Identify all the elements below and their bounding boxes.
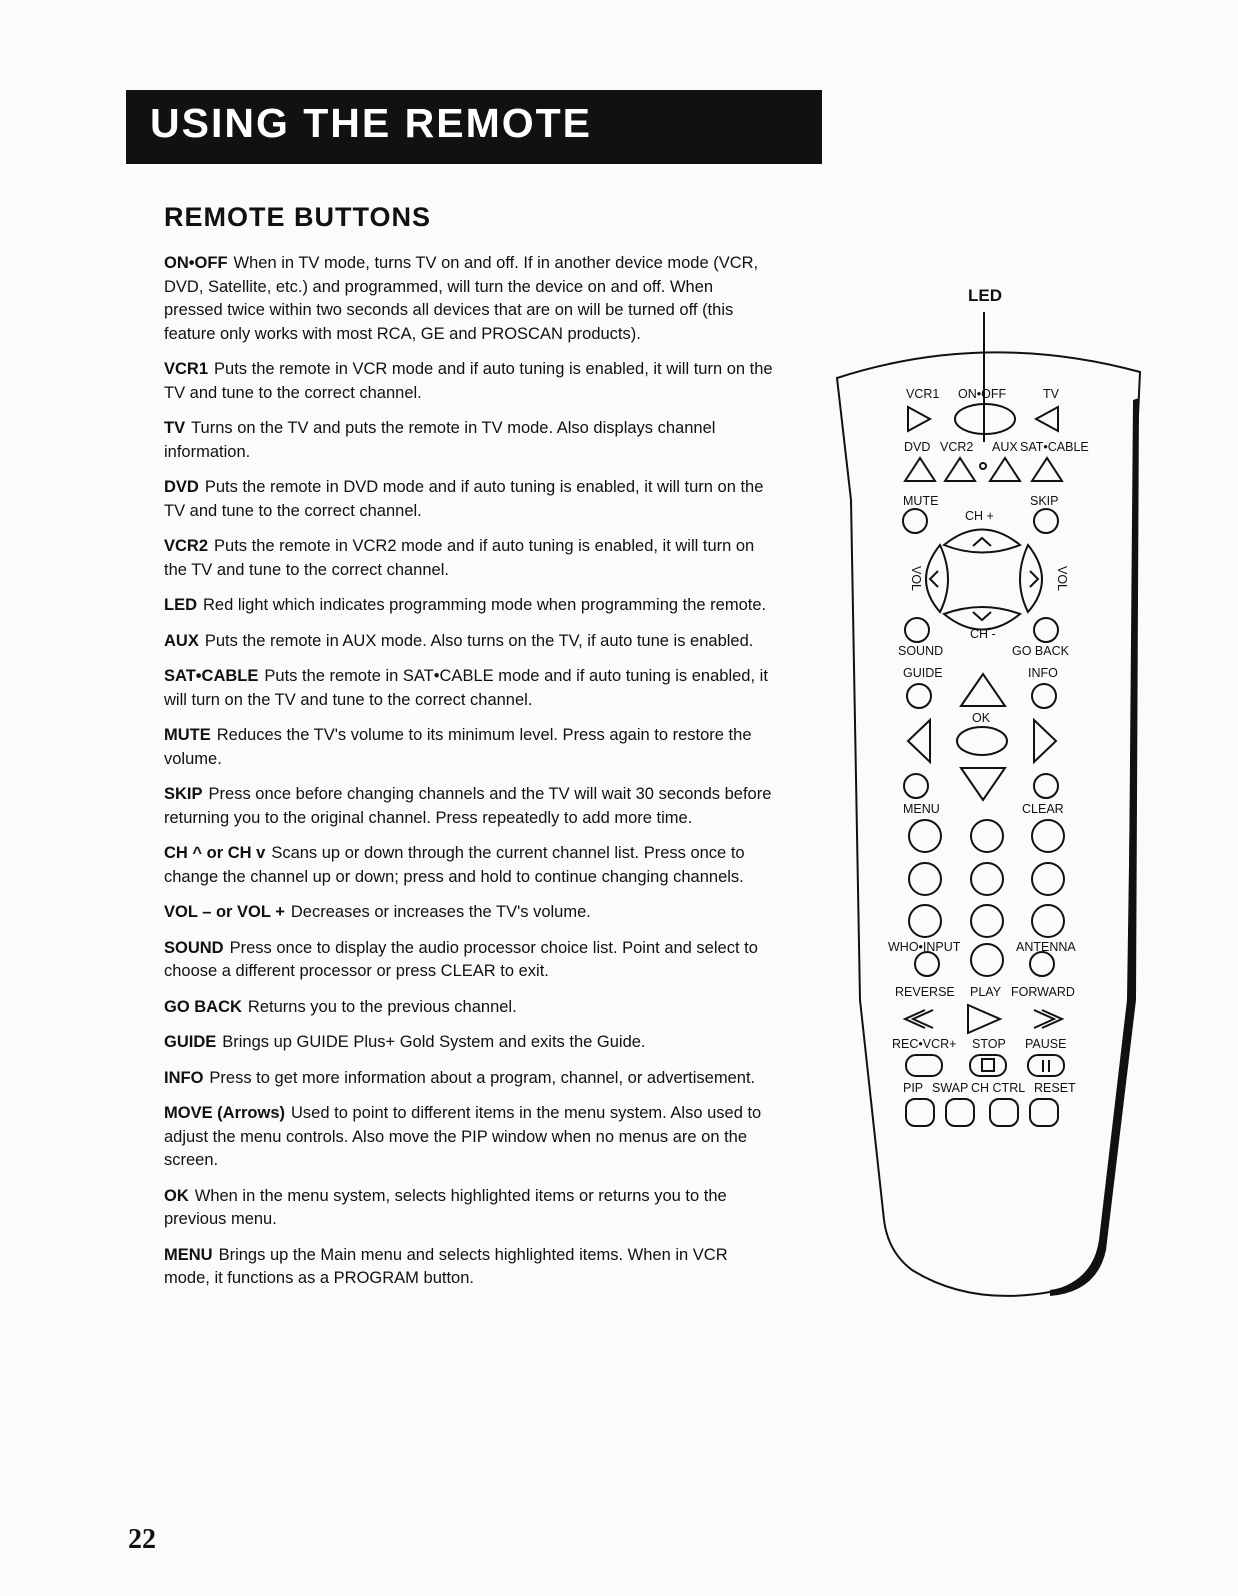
- entry-term: GO BACK: [164, 997, 242, 1016]
- ch-up-arrow-icon: [973, 538, 991, 546]
- number-button-3: [1032, 820, 1064, 852]
- aux-button: [990, 458, 1020, 481]
- vcr1-button: [908, 407, 930, 431]
- ch-up-button: [944, 530, 1020, 553]
- go-back-label: GO BACK: [1012, 644, 1069, 658]
- play-label: PLAY: [970, 985, 1002, 999]
- entry-term: SAT•CABLE: [164, 667, 259, 685]
- entry-text: Returns you to the previous channel.: [247, 997, 517, 1016]
- entry-text: Press once to display the audio processor choice list. Point and select to choose a different processor or press CLEAR to exit.: [164, 938, 758, 980]
- menu-button: [904, 774, 928, 798]
- entry-text: When in the menu system, selects highlighted items or returns you to the previous menu.: [164, 1186, 727, 1228]
- move-down-button: [961, 768, 1005, 800]
- skip-label: SKIP: [1030, 494, 1059, 508]
- reverse-label: REVERSE: [895, 985, 955, 999]
- on-off-label: ON•OFF: [958, 387, 1007, 401]
- entry-text: Red light which indicates programming mode when programming the remote.: [203, 596, 767, 614]
- sat-cable-label: SAT•CABLE: [1020, 440, 1089, 454]
- entry-term: MUTE: [164, 726, 211, 744]
- ch-down-arrow-icon: [973, 612, 991, 620]
- pip-label: PIP: [903, 1081, 924, 1095]
- guide-button: [907, 684, 931, 708]
- entry-text: Puts the remote in DVD mode and if auto tuning is enabled, it will turn on the TV and tune to the correct channel.: [164, 478, 764, 520]
- clear-button: [1034, 774, 1058, 798]
- entry-text: Puts the remote in VCR mode and if auto tuning is enabled, it will turn on the TV and tune to the correct channel.: [164, 360, 773, 402]
- entry-term: TV: [164, 419, 186, 437]
- entry-term: VCR2: [164, 537, 209, 555]
- entry-text: Scans up or down through the current channel list. Press once to change the channel up or down; press and hold to continue changing channels.: [164, 844, 745, 886]
- vol-up-arrow-icon: [1030, 571, 1038, 587]
- entry-term: LED: [164, 596, 197, 614]
- number-button-8: [971, 905, 1003, 937]
- ch-plus-label: CH +: [965, 509, 994, 523]
- rec-vcr-label: REC•VCR+: [892, 1037, 957, 1051]
- entry-term: MENU: [164, 1245, 213, 1264]
- dvd-label: DVD: [904, 440, 931, 454]
- number-button-1: [909, 820, 941, 852]
- number-button-7: [909, 905, 941, 937]
- aux-label: AUX: [992, 440, 1018, 454]
- entry-term: VOL – or VOL +: [164, 903, 285, 921]
- pause-button: [1028, 1055, 1064, 1076]
- number-button-9: [1032, 905, 1064, 937]
- who-input-button: [915, 952, 939, 976]
- ch-ctrl-button: [990, 1099, 1018, 1126]
- swap-button: [946, 1099, 974, 1126]
- antenna-label: ANTENNA: [1016, 940, 1076, 954]
- led-indicator: [980, 463, 986, 469]
- entry-term: ON•OFF: [164, 254, 228, 272]
- entry-term: AUX: [164, 631, 199, 650]
- pause-label: PAUSE: [1025, 1037, 1067, 1051]
- sound-button: [905, 618, 929, 642]
- ch-ctrl-label: CH CTRL: [971, 1081, 1026, 1095]
- vol-right-label: VOL: [1055, 566, 1069, 592]
- number-button-2: [971, 820, 1003, 852]
- entry-text: When in TV mode, turns TV on and off. If in another device mode (VCR, DVD, Satellite, etc.) and programmed, will turn the device on and off. When pressed twice within two seconds all devices that are on will be turned off (this feature only works with most RCA, GE and PROSCAN products).: [164, 254, 759, 343]
- ok-button: [957, 727, 1007, 755]
- ok-label: OK: [972, 711, 991, 725]
- dvd-button: [905, 458, 935, 481]
- entry-text: Press once before changing channels and the TV will wait 30 seconds before returning you to the original channel. Press repeatedly to add more time.: [164, 785, 772, 827]
- entry-text: Decreases or increases the TV's volume.: [290, 903, 591, 921]
- remote-edge-shadow: [1050, 398, 1139, 1296]
- reset-label: RESET: [1034, 1081, 1076, 1095]
- forward-label: FORWARD: [1011, 985, 1075, 999]
- tv-label: TV: [1043, 387, 1059, 401]
- entry-text: Used to point to different items in the menu system. Also used to adjust the menu controls. Also move the PIP window when no menus are on the screen.: [164, 1104, 762, 1169]
- entry-term: VCR1: [164, 360, 209, 378]
- guide-label: GUIDE: [903, 666, 943, 680]
- number-button-0: [971, 944, 1003, 976]
- move-up-button: [961, 674, 1005, 706]
- play-button: [968, 1005, 1000, 1033]
- vcr2-label: VCR2: [940, 440, 974, 454]
- tv-button: [1036, 407, 1058, 431]
- antenna-button: [1030, 952, 1054, 976]
- vcr2-button: [945, 458, 975, 481]
- entry-term: CH ^ or CH v: [164, 844, 266, 862]
- number-button-6: [1032, 863, 1064, 895]
- who-input-label: WHO•INPUT: [888, 940, 961, 954]
- stop-icon: [982, 1059, 994, 1071]
- entry-term: SOUND: [164, 938, 224, 957]
- swap-label: SWAP: [932, 1081, 969, 1095]
- mute-button: [903, 509, 927, 533]
- skip-button: [1034, 509, 1058, 533]
- go-back-button: [1034, 618, 1058, 642]
- reset-button: [1030, 1099, 1058, 1126]
- entry-term: INFO: [164, 1068, 204, 1087]
- entry-term: GUIDE: [164, 1033, 217, 1051]
- remote-body: [837, 352, 1140, 1296]
- entry-text: Brings up the Main menu and selects highlighted items. When in VCR mode, it functions as a PROGRAM button.: [164, 1245, 728, 1287]
- ch-minus-label: CH -: [970, 627, 996, 641]
- reverse-button: [905, 1010, 933, 1028]
- entry-term: DVD: [164, 478, 199, 496]
- entry-text: Turns on the TV and puts the remote in TV mode. Also displays channel information.: [164, 419, 716, 461]
- stop-label: STOP: [972, 1037, 1006, 1051]
- entry-text: Reduces the TV's volume to its minimum level. Press again to restore the volume.: [164, 726, 752, 768]
- mute-label: MUTE: [903, 494, 939, 508]
- vol-left-label: VOL: [909, 566, 923, 592]
- clear-label: CLEAR: [1022, 802, 1064, 816]
- rec-vcr-button: [906, 1055, 942, 1076]
- entry-term: SKIP: [164, 785, 203, 803]
- entry-text: Puts the remote in AUX mode. Also turns on the TV, if auto tune is enabled.: [204, 631, 754, 650]
- entry-term: OK: [164, 1186, 189, 1205]
- info-button: [1032, 684, 1056, 708]
- number-button-5: [971, 863, 1003, 895]
- page-title: USING THE REMOTE: [150, 100, 593, 146]
- entry-text: Puts the remote in SAT•CABLE mode and if auto tuning is enabled, it will turn on the TV and tune to the correct channel.: [164, 667, 768, 709]
- entry-text: Puts the remote in VCR2 mode and if auto tuning is enabled, it will turn on the TV and tune to the correct channel.: [164, 537, 755, 579]
- vcr1-label: VCR1: [906, 387, 940, 401]
- entry-text: Press to get more information about a program, channel, or advertisement.: [209, 1068, 756, 1087]
- forward-button: [1034, 1010, 1062, 1028]
- sound-label: SOUND: [898, 644, 944, 658]
- entry-term: MOVE (Arrows): [164, 1104, 286, 1122]
- page-number: 22: [128, 1524, 156, 1555]
- menu-label: MENU: [903, 802, 940, 816]
- sat-cable-button: [1032, 458, 1062, 481]
- entry-text: Brings up GUIDE Plus+ Gold System and exits the Guide.: [222, 1033, 646, 1051]
- section-title: REMOTE BUTTONS: [164, 202, 432, 232]
- info-label: INFO: [1028, 666, 1058, 680]
- move-right-button: [1034, 720, 1056, 762]
- vol-down-arrow-icon: [930, 571, 938, 587]
- led-label: LED: [968, 286, 1002, 305]
- move-left-button: [908, 720, 930, 762]
- pip-button: [906, 1099, 934, 1126]
- number-button-4: [909, 863, 941, 895]
- pause-icon: [1043, 1060, 1049, 1072]
